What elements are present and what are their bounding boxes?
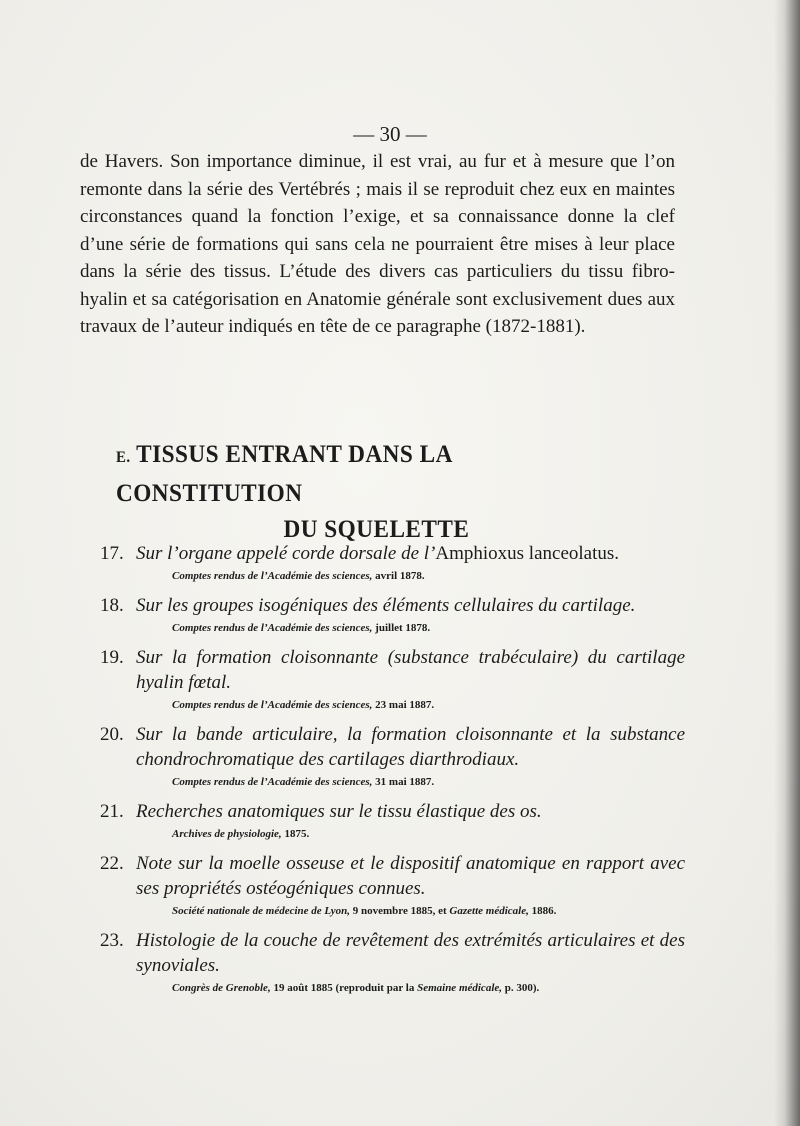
section-heading bbox=[116, 437, 637, 548]
source-journal-2: Semaine médicale, bbox=[417, 982, 503, 994]
source-date: 31 mai 1887. bbox=[372, 776, 435, 788]
entry-title-text: Sur la bande articulaire, la formation cloisonnante et la substance chondrochromatique des cartilages diarthrodiaux. bbox=[136, 724, 685, 770]
entry-number: 17. bbox=[100, 543, 124, 564]
source-date: 19 août 1885 (reproduit par la bbox=[270, 982, 418, 994]
entry-title bbox=[100, 645, 685, 695]
entry-title-upright: Amphioxus lanceolatus. bbox=[435, 543, 620, 564]
entry-number: 19. bbox=[100, 647, 124, 668]
entry-source bbox=[100, 826, 685, 843]
list-item bbox=[100, 541, 685, 585]
source-journal-2: Gazette médicale, bbox=[449, 905, 529, 917]
page-number: — 30 — bbox=[353, 122, 427, 146]
source-date: avril 1878. bbox=[372, 570, 425, 582]
list-item bbox=[100, 645, 685, 714]
source-journal: Congrès de Grenoble, bbox=[172, 982, 271, 994]
source-journal: Comptes rendus de l’Académie des sciences, bbox=[172, 622, 373, 634]
entry-title bbox=[100, 851, 685, 901]
entry-source bbox=[100, 903, 685, 920]
section-title-text1: TISSUS ENTRANT DANS LA CONSTITUTION bbox=[116, 441, 452, 507]
list-item bbox=[100, 851, 685, 920]
entry-number: 22. bbox=[100, 853, 124, 874]
entry-number: 18. bbox=[100, 595, 124, 616]
source-date: 23 mai 1887. bbox=[372, 699, 435, 711]
section-title-line2: DU SQUELETTE bbox=[283, 516, 470, 543]
entry-source bbox=[100, 774, 685, 791]
entry-title-text: Note sur la moelle osseuse et le dispositif anatomique en rapport avec ses propriétés ostéogéniques connues. bbox=[136, 853, 685, 899]
entry-title bbox=[100, 928, 685, 978]
source-journal: Comptes rendus de l’Académie des sciences, bbox=[172, 699, 373, 711]
source-date: 9 novembre 1885, et bbox=[350, 905, 450, 917]
entry-title-text: Sur la formation cloisonnante (substance trabéculaire) du cartilage hyalin fœtal. bbox=[136, 647, 685, 693]
entry-number: 23. bbox=[100, 930, 124, 951]
list-item bbox=[100, 593, 685, 637]
source-journal: Société nationale de médecine de Lyon, bbox=[172, 905, 350, 917]
entry-title bbox=[100, 593, 685, 618]
entry-title-text: Recherches anatomiques sur le tissu élastique des os. bbox=[136, 801, 542, 822]
publication-list bbox=[100, 541, 685, 1005]
entry-number: 20. bbox=[100, 724, 124, 745]
entry-source bbox=[100, 568, 685, 585]
source-journal: Comptes rendus de l’Académie des sciences, bbox=[172, 776, 373, 788]
source-journal: Archives de physiologie, bbox=[172, 828, 282, 840]
entry-source bbox=[100, 620, 685, 637]
source-journal: Comptes rendus de l’Académie des sciences, bbox=[172, 570, 373, 582]
section-title-line1 bbox=[116, 437, 637, 512]
source-date: 1875. bbox=[281, 828, 310, 840]
source-date-2: 1886. bbox=[528, 905, 557, 917]
entry-title-text: Sur l’organe appelé corde dorsale de l’ bbox=[136, 543, 436, 564]
entry-title-text: Histologie de la couche de revêtement des extrémités articulaires et des synoviales. bbox=[136, 930, 685, 976]
intro-paragraph bbox=[80, 148, 675, 341]
entry-title bbox=[100, 799, 685, 824]
list-item bbox=[100, 722, 685, 791]
list-item bbox=[100, 799, 685, 843]
entry-number: 21. bbox=[100, 801, 124, 822]
entry-title bbox=[100, 722, 685, 772]
entry-source bbox=[100, 980, 685, 997]
entry-source bbox=[100, 697, 685, 714]
source-date-2: p. 300). bbox=[502, 982, 540, 994]
entry-title bbox=[100, 541, 685, 566]
intro-text: de Havers. Son importance diminue, il est vrai, au fur et à mesure que l’on remonte dans la série des Vertébrés ; mais il se reproduit chez eux en maintes circonstances quand la fonction l’exige, et sa connaissance donne la clef d’une série de formations qui sans cela ne pourraient être mises à leur place dans la série des tissus. L’étude des divers cas particuliers du tissu fibro-hyalin et sa catégorisation en Anatomie générale sont exclusivement dues aux travaux de l’auteur indiqués en tête de ce paragraphe (1872-1881). bbox=[80, 151, 675, 337]
page-edge-shadow bbox=[774, 0, 800, 1126]
source-date: juillet 1878. bbox=[372, 622, 431, 634]
entry-title-text: Sur les groupes isogéniques des éléments cellulaires du cartilage. bbox=[136, 595, 636, 616]
list-item bbox=[100, 928, 685, 997]
section-letter: E. bbox=[116, 449, 131, 466]
